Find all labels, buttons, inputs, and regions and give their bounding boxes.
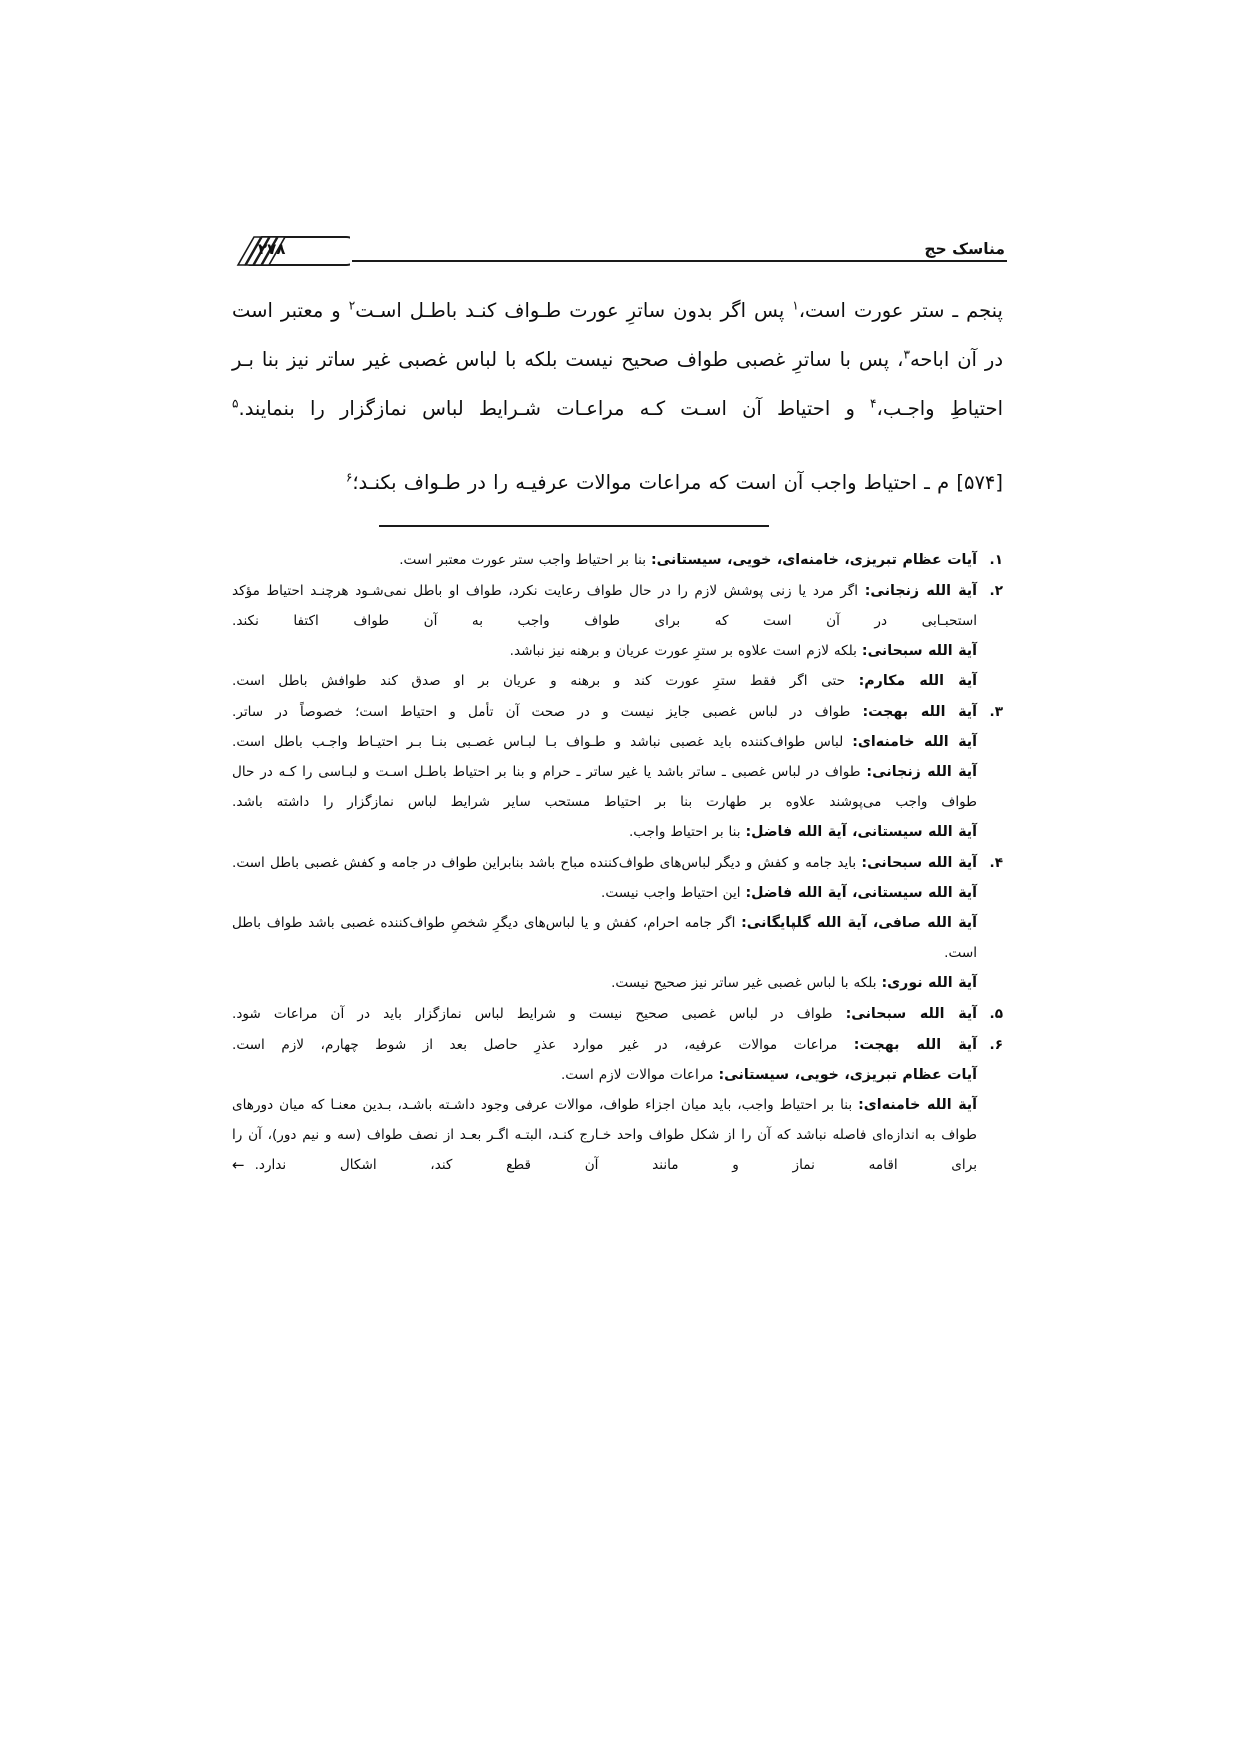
page-number-text: ۲۷۸ (258, 240, 286, 258)
footnote-ruling-text: بنا بر احتیاط واجب، باید میان اجزاء طواف، موالات عرفی وجود داشـته باشـد، بـدین معنـا که میان دورهای طواف به اندازه‌ای فاصله نباشد که آن را از شکل طواف واحد خـارج کنـد، البتـه اگـر بعـد از نصف طواف (سه و نیم دور)، آن را برای اقامه نماز و مانند آن قطع کند، اشکال ندارد. (232, 1097, 977, 1173)
footnote-item (232, 697, 1003, 847)
footnote-number: ۳. (989, 704, 1003, 720)
footnote-authority-name: آیة الله مکارم: (858, 673, 978, 689)
paragraph-run: و معتبر است در آن اباحه (232, 299, 1004, 371)
footnote-item (232, 848, 1003, 998)
footnote-reference-mark[interactable]: ۳ (903, 347, 910, 362)
footnote-authority-name: آیة الله زنجانی: (866, 764, 977, 780)
paragraph-run: و احتیاط آن اسـت کـه مراعـات شـرایط لباس نمازگزار را بنمایند. (238, 397, 871, 420)
footnote-ruling-text: بلکه لازم است علاوه بر سترِ عورت عریان و برهنه نیز نباشد. (509, 643, 862, 659)
footnote-separator-rule (379, 525, 769, 527)
page-number-badge (232, 235, 350, 269)
paragraph-spacer (232, 439, 1003, 458)
footnote-number: ۱. (989, 552, 1003, 568)
footnote-ruling (232, 999, 977, 1029)
footnote-reference-mark[interactable]: ۵ (232, 396, 239, 411)
footnote-ruling (232, 1090, 977, 1180)
running-header-title: مناسک حج (924, 239, 1005, 258)
footnote-item (232, 545, 1003, 575)
footnote-ruling-text: طواف در لباس غصبی صحیح نیست و شرایط لباس نمازگزار باید در آن مراعات شود. (232, 1006, 846, 1022)
footnote-ruling-text: باید جامه و کفش و دیگر لباس‌های طواف‌کننده مباح باشد بنابراین طواف در جامه و کفش غصبی باطل است. (232, 855, 862, 871)
footnote-body (232, 576, 977, 696)
footnote-authority-name: آیة الله سبحانی: (861, 643, 977, 659)
footnote-ruling-text: اگر جامه احرام، کفش و یا لباس‌های دیگرِ شخصِ طواف‌کننده غصبی باشد طواف باطل است. (232, 915, 977, 961)
footnote-reference-mark[interactable]: ۱ (792, 298, 799, 313)
footnote-authority-name: آیة الله سیستانی، آیة الله فاضل: (745, 885, 977, 901)
footnote-authority-name: آیة الله خامنه‌ای: (858, 1097, 978, 1113)
footnote-ruling-text: این احتیاط واجب نیست. (601, 885, 746, 901)
footnote-authority-name: آیات عظام تبریزی، خامنه‌ای، خویی، سیستانی: (650, 552, 977, 568)
footnote-ruling (232, 878, 977, 908)
paragraph-run: پس اگر بدون ساترِ عورت طـواف کنـد باطـل اسـت (355, 299, 793, 322)
paragraph-masale-574 (232, 458, 1003, 507)
page-header (232, 228, 1007, 268)
footnote-number: ۶. (989, 1037, 1003, 1053)
footnote-ruling-text: مراعات موالات عرفیه، در غیر موارد عذرِ حاصل بعد از شوط چهارم، لازم است. (232, 1037, 854, 1053)
footnote-authority-name: آیة الله سبحانی: (861, 855, 978, 871)
footnote-body (232, 545, 977, 575)
footnote-number: ۲. (989, 583, 1003, 599)
footnote-ruling-text: حتی اگر فقط سترِ عورت کند و برهنه و عریان بر او صدق کند طوافش باطل است. (232, 673, 859, 689)
footnote-authority-name: آیة الله بهجت: (853, 1037, 977, 1053)
footnote-authority-name: آیات عظام تبریزی، خویی، سیستانی: (718, 1067, 977, 1083)
footnote-body (232, 697, 977, 847)
footnote-ruling (232, 1030, 977, 1060)
footnote-authority-name: آیة الله بهجت: (862, 704, 977, 720)
footnote-ruling (232, 545, 977, 575)
footnote-ruling (232, 636, 977, 666)
main-body (232, 286, 1003, 513)
footnote-ruling-text: مراعات موالات لازم است. (560, 1067, 719, 1083)
continuation-arrow-icon: ← (232, 1156, 245, 1174)
footnote-body (232, 999, 977, 1029)
footnote-list (232, 545, 1003, 1181)
footnote-authority-name: آیة الله صافی، آیة الله گلپایگانی: (741, 915, 977, 931)
footnote-ruling (232, 697, 977, 727)
paragraph-fifth-condition (232, 286, 1003, 433)
paragraph-run: [۵۷۴] م ـ احتیاط واجب آن است که مراعات موالات عرفیـه را در طـواف بکنـد؛ (352, 471, 1003, 494)
footnote-authority-name: آیة الله خامنه‌ای: (852, 734, 977, 750)
footnote-ruling (232, 908, 977, 968)
footnote-item (232, 1030, 1003, 1180)
footnote-reference-mark[interactable]: ۴ (870, 396, 877, 411)
footnote-ruling-text: بنا بر احتیاط واجب ستر عورت معتبر است. (399, 552, 651, 568)
footnote-ruling (232, 817, 977, 847)
footnote-reference-mark[interactable]: ۶ (345, 470, 353, 485)
footnote-ruling-text: طواف در لباس غصبی ـ ساتر باشد یا غیر ساتر ـ حرام و بنا بر احتیاط باطـل اسـت و لبـاسی را کـه در حال طواف واجب می‌پوشند علاوه بر طهارت بنا بر احتیاط مستحب سایر شرایط لباس نمازگزار را داشته باشد. (232, 764, 977, 810)
footnote-ruling (232, 968, 977, 998)
footnote-body (232, 1030, 977, 1180)
footnote-ruling-text: بنا بر احتیاط واجب. (628, 824, 746, 840)
footnote-ruling-text: لباس طواف‌کننده باید غصبی نباشد و طـواف بـا لبـاس غصـبی بنـا بـر احتیـاط واجـب باطل است. (232, 734, 853, 750)
footnote-item (232, 576, 1003, 696)
footnote-ruling (232, 666, 977, 696)
footnote-ruling (232, 576, 977, 636)
footnote-ruling (232, 1060, 977, 1090)
footnote-authority-name: آیة الله سیستانی، آیة الله فاضل: (745, 824, 977, 840)
footnote-ruling-text: طواف در لباس غصبی جایز نیست و در صحت آن تأمل و احتیاط است؛ خصوصاً در ساتر. (232, 704, 863, 720)
footnote-ruling (232, 848, 977, 878)
footnote-ruling (232, 727, 977, 757)
footnote-authority-name: آیة الله زنجانی: (864, 583, 977, 599)
footnote-authority-name: آیة الله سبحانی: (845, 1006, 978, 1022)
footnote-ruling (232, 757, 977, 817)
footnote-body (232, 848, 977, 998)
footnote-reference-mark[interactable]: ۲ (348, 298, 356, 313)
footnote-number: ۵. (989, 1006, 1003, 1022)
footnote-item (232, 999, 1003, 1029)
paragraph-run: پنجم ـ ستر عورت است، (798, 299, 1003, 322)
footnote-ruling-text: بلکه با لباس غصبی غیر ساتر نیز صحیح نیست. (611, 975, 882, 991)
footnote-number: ۴. (989, 855, 1003, 871)
header-rule (352, 260, 1007, 262)
footnote-ruling-text: اگر مرد یا زنی پوشش لازم را در حال طواف رعایت نکرد، طواف او باطل نمی‌شـود هرچنـد احتیاط مؤکد استحبـابی در آن است که برای طواف واجب به آن طواف اکتفا نکند. (232, 583, 977, 629)
footnote-authority-name: آیة الله نوری: (881, 975, 977, 991)
page-badge-shape (232, 235, 350, 269)
paragraph-run: ، پس با ساترِ غصبی طواف صحیح نیست بلکه با لباس غصبی غیر ساتر نیز بنا بـر احتیاطِ واجـب، (232, 348, 1003, 420)
